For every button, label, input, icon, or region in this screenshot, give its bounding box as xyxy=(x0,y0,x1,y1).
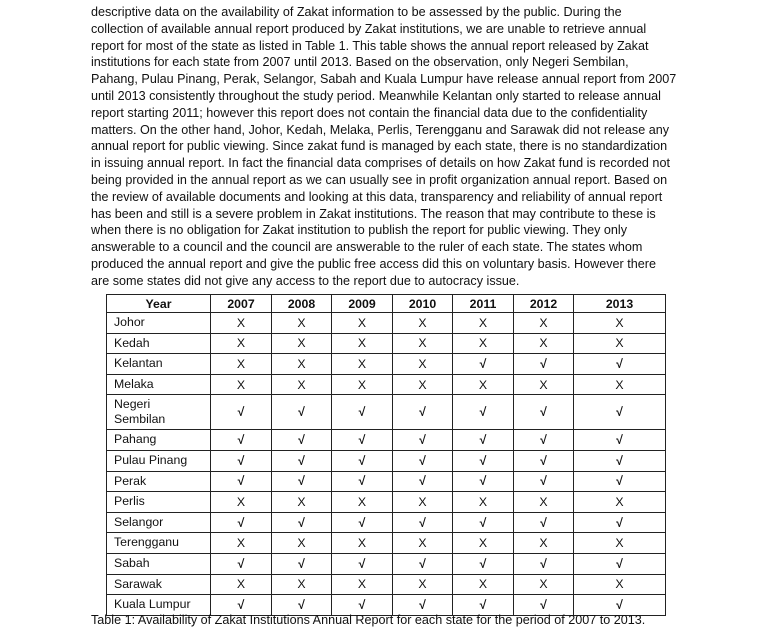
table-row xyxy=(107,450,666,471)
unavailable-mark: X xyxy=(514,574,574,595)
available-mark: √ xyxy=(393,553,453,574)
available-mark: √ xyxy=(332,595,393,616)
unavailable-mark: X xyxy=(393,492,453,513)
available-mark: √ xyxy=(453,595,514,616)
unavailable-mark: X xyxy=(272,533,332,554)
available-mark: √ xyxy=(574,512,666,533)
available-mark: √ xyxy=(272,595,332,616)
table-row xyxy=(107,533,666,554)
available-mark: √ xyxy=(453,471,514,492)
unavailable-mark: X xyxy=(574,313,666,334)
unavailable-mark: X xyxy=(453,492,514,513)
unavailable-mark: X xyxy=(332,354,393,375)
state-name-line: Sembilan xyxy=(114,412,166,427)
available-mark: √ xyxy=(211,471,272,492)
available-mark: √ xyxy=(332,450,393,471)
unavailable-mark: X xyxy=(332,313,393,334)
unavailable-mark: X xyxy=(211,313,272,334)
state-name-line: Pulau Pinang xyxy=(114,453,188,468)
state-name-line: Melaka xyxy=(114,376,154,391)
unavailable-mark: X xyxy=(574,333,666,354)
paragraph-line: in issuing annual report. In fact the financial data comprises of details on how Zakat fund is recorded not xyxy=(91,156,670,171)
header-year-2008: 2008 xyxy=(272,295,332,313)
unavailable-mark: X xyxy=(393,533,453,554)
unavailable-mark: X xyxy=(272,333,332,354)
available-mark: √ xyxy=(393,512,453,533)
available-mark: √ xyxy=(393,595,453,616)
unavailable-mark: X xyxy=(211,492,272,513)
paragraph-line: until 2013 consistently throughout the study period. Meanwhile Kelantan only started to release annual xyxy=(91,88,661,103)
state-name-line: Terengganu xyxy=(114,535,179,550)
available-mark: √ xyxy=(332,471,393,492)
unavailable-mark: X xyxy=(453,574,514,595)
available-mark: √ xyxy=(272,450,332,471)
available-mark: √ xyxy=(393,471,453,492)
state-name-line: Kedah xyxy=(114,335,150,350)
unavailable-mark: X xyxy=(514,492,574,513)
unavailable-mark: X xyxy=(574,492,666,513)
unavailable-mark: X xyxy=(514,333,574,354)
state-name xyxy=(107,533,211,554)
available-mark: √ xyxy=(453,395,514,430)
available-mark: √ xyxy=(332,553,393,574)
available-mark: √ xyxy=(574,471,666,492)
table-row xyxy=(107,430,666,451)
unavailable-mark: X xyxy=(574,533,666,554)
unavailable-mark: X xyxy=(453,533,514,554)
state-name-line: Sarawak xyxy=(114,576,162,591)
paragraph-line: institutions for each state from 2007 until 2013. Based on the observation, only Negeri Sembilan, xyxy=(91,55,629,70)
state-name-line: Kelantan xyxy=(114,356,163,371)
table-body xyxy=(107,313,666,616)
table-row xyxy=(107,553,666,574)
table-caption: Table 1: Availability of Zakat Institutions Annual Report for each state for the period of 2007 to 2013. xyxy=(91,613,646,627)
available-mark: √ xyxy=(272,471,332,492)
state-name xyxy=(107,374,211,395)
unavailable-mark: X xyxy=(393,313,453,334)
paragraph-line: descriptive data on the availability of Zakat information to be assessed by the public. During the xyxy=(91,5,622,19)
unavailable-mark: X xyxy=(211,574,272,595)
available-mark: √ xyxy=(453,450,514,471)
state-name-line: Perlis xyxy=(114,494,145,509)
unavailable-mark: X xyxy=(272,354,332,375)
table-header-row xyxy=(107,295,666,313)
unavailable-mark: X xyxy=(393,333,453,354)
state-name-line: Pahang xyxy=(114,432,157,447)
available-mark: √ xyxy=(574,595,666,616)
available-mark: √ xyxy=(574,430,666,451)
header-year-2011: 2011 xyxy=(453,295,514,313)
unavailable-mark: X xyxy=(574,374,666,395)
state-name-line: Kuala Lumpur xyxy=(114,597,191,612)
available-mark: √ xyxy=(514,471,574,492)
state-name-line: Johor xyxy=(114,315,145,330)
available-mark: √ xyxy=(453,553,514,574)
unavailable-mark: X xyxy=(514,374,574,395)
available-mark: √ xyxy=(211,395,272,430)
state-name xyxy=(107,333,211,354)
available-mark: √ xyxy=(332,430,393,451)
state-name xyxy=(107,574,211,595)
state-name xyxy=(107,492,211,513)
paragraph-line: matters. On the other hand, Johor, Kedah, Melaka, Perlis, Terengganu and Sarawak did not release any xyxy=(91,122,670,137)
available-mark: √ xyxy=(514,512,574,533)
unavailable-mark: X xyxy=(393,574,453,595)
table-row xyxy=(107,492,666,513)
available-mark: √ xyxy=(574,450,666,471)
unavailable-mark: X xyxy=(332,374,393,395)
state-name xyxy=(107,450,211,471)
available-mark: √ xyxy=(393,430,453,451)
state-name-line: Negeri xyxy=(114,396,151,411)
unavailable-mark: X xyxy=(453,333,514,354)
header-year-2012: 2012 xyxy=(514,295,574,313)
unavailable-mark: X xyxy=(514,533,574,554)
table-row xyxy=(107,471,666,492)
unavailable-mark: X xyxy=(453,313,514,334)
available-mark: √ xyxy=(272,430,332,451)
available-mark: √ xyxy=(514,553,574,574)
header-year: Year xyxy=(107,295,211,313)
state-name xyxy=(107,430,211,451)
state-name xyxy=(107,313,211,334)
available-mark: √ xyxy=(211,595,272,616)
unavailable-mark: X xyxy=(332,574,393,595)
unavailable-mark: X xyxy=(211,354,272,375)
unavailable-mark: X xyxy=(574,574,666,595)
unavailable-mark: X xyxy=(211,533,272,554)
header-year-2013: 2013 xyxy=(574,295,666,313)
unavailable-mark: X xyxy=(272,492,332,513)
available-mark: √ xyxy=(393,395,453,430)
paragraph-line: collection of available annual report produced by Zakat institutions, we are unable to retrieve annual xyxy=(91,21,647,36)
table-row xyxy=(107,313,666,334)
paragraph-line: produced the annual report and give the public free access did this on voluntary basis. However there xyxy=(91,256,656,271)
paragraph-line: are some states did not give any access to the report due to autocracy issue. xyxy=(91,273,520,288)
available-mark: √ xyxy=(514,395,574,430)
available-mark: √ xyxy=(574,553,666,574)
available-mark: √ xyxy=(453,512,514,533)
available-mark: √ xyxy=(272,512,332,533)
available-mark: √ xyxy=(453,354,514,375)
available-mark: √ xyxy=(332,512,393,533)
available-mark: √ xyxy=(272,395,332,430)
available-mark: √ xyxy=(574,354,666,375)
state-name xyxy=(107,395,211,430)
state-name xyxy=(107,471,211,492)
available-mark: √ xyxy=(514,595,574,616)
available-mark: √ xyxy=(211,450,272,471)
state-name xyxy=(107,553,211,574)
paragraph-line: has been and still is a severe problem in Zakat institutions. The reason that may contribute to these is xyxy=(91,206,656,221)
unavailable-mark: X xyxy=(332,492,393,513)
unavailable-mark: X xyxy=(393,354,453,375)
available-mark: √ xyxy=(211,553,272,574)
unavailable-mark: X xyxy=(272,574,332,595)
paragraph-line: annual report for public viewing. Since zakat fund is managed by each state, there is no standardization xyxy=(91,139,668,154)
table-row xyxy=(107,333,666,354)
unavailable-mark: X xyxy=(272,374,332,395)
available-mark: √ xyxy=(574,395,666,430)
availability-table xyxy=(106,294,666,616)
paragraph-line: answerable to a council and the council are answerable to the ruler of each state. The states whom xyxy=(91,240,643,255)
table-row xyxy=(107,354,666,375)
unavailable-mark: X xyxy=(211,374,272,395)
unavailable-mark: X xyxy=(514,313,574,334)
paragraph-line: report starting 2011; however this report does not contain the financial data due to the confidentiality xyxy=(91,105,648,120)
table-row xyxy=(107,395,666,430)
paragraph-line: Pahang, Pulau Pinang, Perak, Selangor, Sabah and Kuala Lumpur have release annual report from 2007 xyxy=(91,72,677,87)
available-mark: √ xyxy=(514,450,574,471)
header-year-2009: 2009 xyxy=(332,295,393,313)
unavailable-mark: X xyxy=(272,313,332,334)
paragraph-line: when there is no obligation for Zakat institution to publish the report for public viewing. They only xyxy=(91,223,628,238)
available-mark: √ xyxy=(332,395,393,430)
table-row xyxy=(107,374,666,395)
table-row xyxy=(107,512,666,533)
available-mark: √ xyxy=(453,430,514,451)
state-name-line: Sabah xyxy=(114,555,150,570)
available-mark: √ xyxy=(211,430,272,451)
available-mark: √ xyxy=(514,354,574,375)
table-row xyxy=(107,574,666,595)
state-name xyxy=(107,354,211,375)
state-name-line: Selangor xyxy=(114,514,164,529)
header-year-2010: 2010 xyxy=(393,295,453,313)
paragraph-line: report for most of the state as listed in Table 1. This table shows the annual report released by Zakat xyxy=(91,38,649,53)
available-mark: √ xyxy=(272,553,332,574)
state-name-line: Perak xyxy=(114,473,147,488)
paragraph-line: the review of available documents and looking at this data, transparency and reliability of annual report xyxy=(91,189,663,204)
available-mark: √ xyxy=(514,430,574,451)
paragraph-line: being provided in the annual report as we can usually see in profit organization annual report. Based on xyxy=(91,172,668,187)
body-paragraph xyxy=(91,4,681,290)
unavailable-mark: X xyxy=(453,374,514,395)
available-mark: √ xyxy=(393,450,453,471)
unavailable-mark: X xyxy=(332,533,393,554)
unavailable-mark: X xyxy=(393,374,453,395)
header-year-2007: 2007 xyxy=(211,295,272,313)
available-mark: √ xyxy=(211,512,272,533)
state-name xyxy=(107,512,211,533)
unavailable-mark: X xyxy=(332,333,393,354)
unavailable-mark: X xyxy=(211,333,272,354)
